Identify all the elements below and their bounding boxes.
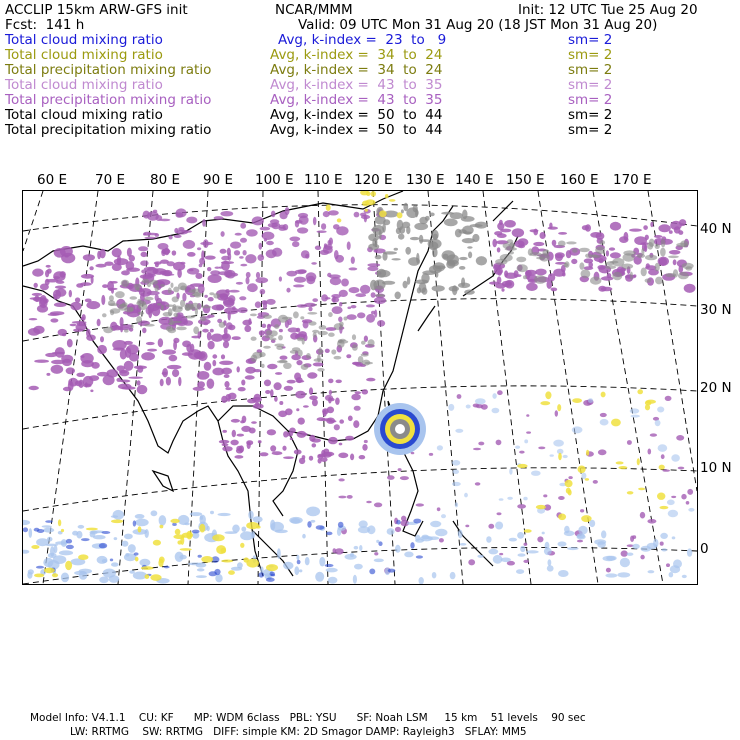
valid-time: Valid: 09 UTC Mon 31 Aug 20 (18 JST Mon 31 Aug 20) <box>298 17 658 33</box>
lon-label: 170 E <box>613 172 652 188</box>
field-name: Total precipitation mixing ratio <box>5 62 212 78</box>
field-avg: Avg, k-index = 43 to 35 <box>270 77 443 93</box>
lon-label: 140 E <box>455 172 494 188</box>
model-info-line2: LW: RRTMG SW: RRTMG DIFF: simple KM: 2D Smagor DAMP: Rayleigh3 SFLAY: MM5 <box>70 726 527 738</box>
typhoon-system <box>374 403 426 455</box>
lat-label: 20 N <box>700 380 732 396</box>
field-sm: sm= 2 <box>568 107 613 123</box>
field-name: Total cloud mixing ratio <box>5 107 163 123</box>
field-sm: sm= 2 <box>568 62 613 78</box>
lon-label: 100 E <box>255 172 294 188</box>
field-sm: sm= 2 <box>568 32 613 48</box>
lat-label: 30 N <box>700 302 732 318</box>
field-sm: sm= 2 <box>568 122 613 138</box>
field-name: Total precipitation mixing ratio <box>5 122 212 138</box>
lon-label: 90 E <box>203 172 233 188</box>
lat-label: 40 N <box>700 221 732 237</box>
forecast-hour: Fcst: 141 h <box>5 17 85 33</box>
field-name: Total cloud mixing ratio <box>5 32 163 48</box>
lon-label: 160 E <box>560 172 599 188</box>
lon-label: 70 E <box>95 172 125 188</box>
organization-label: NCAR/MMM <box>275 2 353 18</box>
lon-label: 110 E <box>304 172 343 188</box>
lon-label: 80 E <box>150 172 180 188</box>
field-sm: sm= 2 <box>568 47 613 63</box>
model-info-line1: Model Info: V4.1.1 CU: KF MP: WDM 6class PBL: YSU SF: Noah LSM 15 km 51 levels 90 sec <box>30 712 586 724</box>
field-name: Total cloud mixing ratio <box>5 77 163 93</box>
map-canvas <box>23 191 697 584</box>
lon-label: 150 E <box>506 172 545 188</box>
field-avg: Avg, k-index = 50 to 44 <box>270 122 443 138</box>
lon-label: 120 E <box>354 172 393 188</box>
lon-label: 130 E <box>406 172 445 188</box>
lon-label: 60 E <box>37 172 67 188</box>
field-avg: Avg, k-index = 50 to 44 <box>270 107 443 123</box>
field-name: Total precipitation mixing ratio <box>5 92 212 108</box>
field-avg: Avg, k-index = 43 to 35 <box>270 92 443 108</box>
precipitation-fields <box>23 191 695 584</box>
weather-map <box>22 190 698 585</box>
lat-label: 0 <box>700 541 709 557</box>
field-avg: Avg, k-index = 23 to 9 <box>278 32 447 48</box>
lat-label: 10 N <box>700 460 732 476</box>
field-sm: sm= 2 <box>568 77 613 93</box>
field-avg: Avg, k-index = 34 to 24 <box>270 62 443 78</box>
field-avg: Avg, k-index = 34 to 24 <box>270 47 443 63</box>
field-name: Total cloud mixing ratio <box>5 47 163 63</box>
init-time: Init: 12 UTC Tue 25 Aug 20 <box>518 2 698 18</box>
field-sm: sm= 2 <box>568 92 613 108</box>
map-title: ACCLIP 15km ARW-GFS init <box>5 2 188 18</box>
